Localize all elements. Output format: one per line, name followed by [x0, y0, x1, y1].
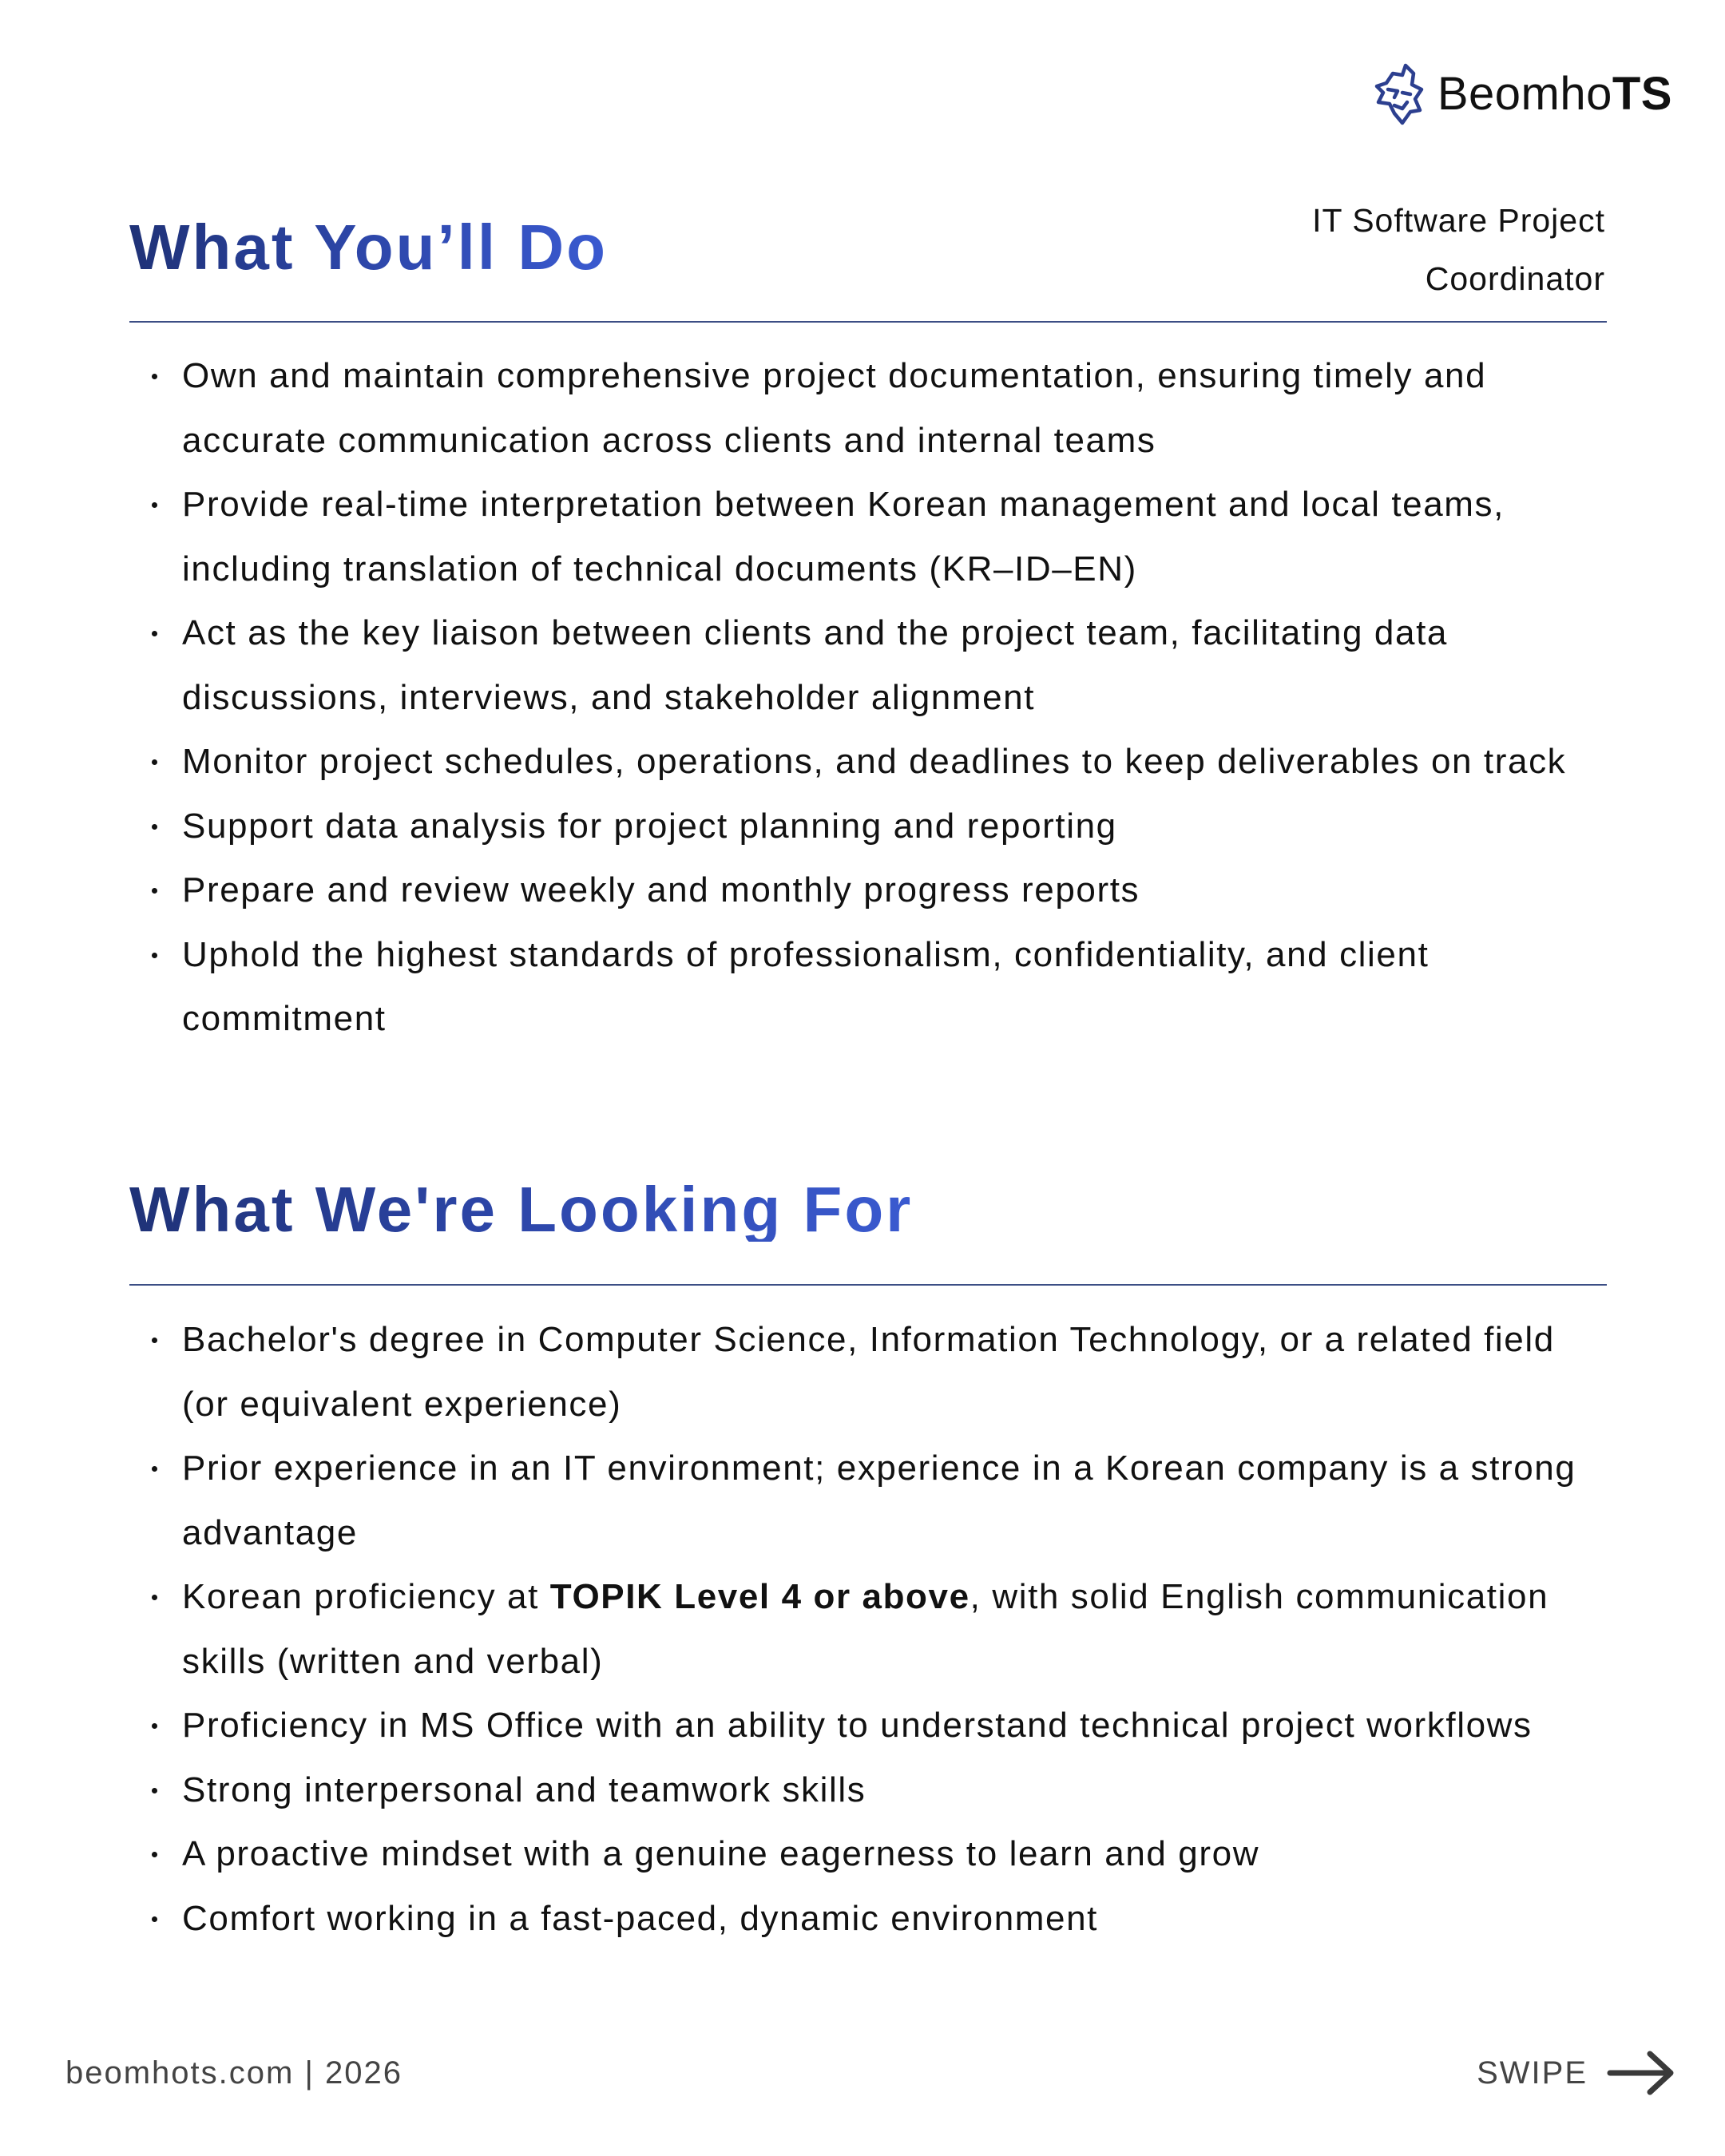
list-item: Comfort working in a fast-paced, dynamic environment [129, 1887, 1599, 1952]
list-item: Act as the key liaison between clients and the project team, facilitating data discussions, interviews, and stakeholder alignment [129, 601, 1599, 730]
list-item: Prior experience in an IT environment; experience in a Korean company is a strong advantage [129, 1437, 1599, 1565]
brand-logo [1370, 62, 1672, 126]
list-item: Strong interpersonal and teamwork skills [129, 1758, 1599, 1823]
list-item: Prepare and review weekly and monthly progress reports [129, 858, 1599, 923]
list-item: Monitor project schedules, operations, and deadlines to keep deliverables on track [129, 730, 1599, 795]
job-title-line2: Coordinator [1425, 260, 1605, 297]
requirements-list [129, 1308, 1599, 1951]
job-title-line1: IT Software Project [1312, 202, 1605, 239]
list-item: A proactive mindset with a genuine eagerness to learn and grow [129, 1822, 1599, 1887]
section-divider [129, 1284, 1607, 1286]
tiger-head-icon [1370, 62, 1426, 126]
swipe-control[interactable] [1477, 2049, 1675, 2097]
list-item: Provide real-time interpretation between Korean management and local teams, including translation of technical documents (KR–ID–EN) [129, 473, 1599, 601]
arrow-right-icon [1605, 2049, 1675, 2097]
brand-name-regular: Beomho [1437, 68, 1612, 120]
responsibilities-list [129, 344, 1599, 1052]
job-title [1190, 192, 1605, 308]
list-item: Own and maintain comprehensive project documentation, ensuring timely and accurate communication across clients and internal teams [129, 344, 1599, 473]
list-item-topik [129, 1565, 1599, 1694]
topik-requirement: TOPIK Level 4 or above [549, 1577, 970, 1616]
list-item: Support data analysis for project planning and reporting [129, 795, 1599, 859]
list-item: Bachelor's degree in Computer Science, Information Technology, or a related field (or equivalent experience) [129, 1308, 1599, 1437]
brand-name-bold: TS [1612, 68, 1672, 120]
section-divider [129, 321, 1607, 323]
footer-website: beomhots.com | 2026 [65, 2055, 402, 2091]
brand-name [1437, 68, 1672, 120]
topik-text-before: Korean proficiency at [182, 1577, 550, 1616]
swipe-label: SWIPE [1477, 2055, 1588, 2091]
list-item: Proficiency in MS Office with an ability to understand technical project workflows [129, 1694, 1599, 1758]
topik-text-after: , with solid English communication skills (written and verbal) [182, 1577, 1549, 1681]
list-item: Uphold the highest standards of professionalism, confidentiality, and client commitment [129, 923, 1599, 1052]
section-title-what-youll-do: What You’ll Do [129, 212, 608, 283]
section-title-what-were-looking-for: What We're Looking For [129, 1174, 914, 1245]
